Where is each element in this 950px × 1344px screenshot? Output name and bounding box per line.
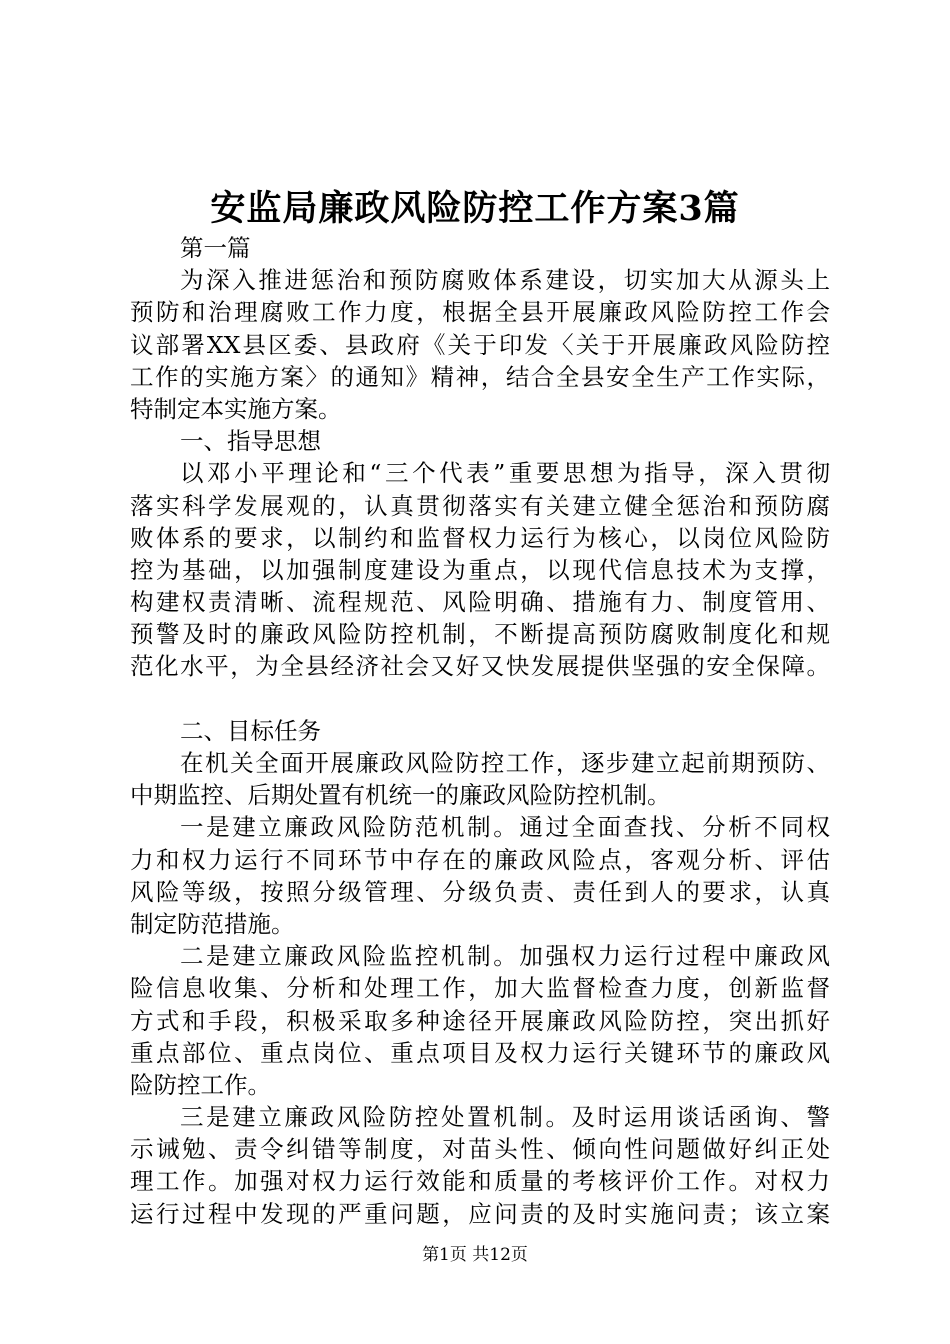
text-line: 议部署XX县区委、县政府《关于印发〈关于开展廉政风险防控 xyxy=(130,330,830,359)
text-line: 在机关全面开展廉政风险防控工作，逐步建立起前期预防、 xyxy=(180,749,830,777)
text-line: 落实科学发展观的，认真贯彻落实有关建立健全惩治和预防腐 xyxy=(130,491,830,520)
text-line: 为深入推进惩治和预防腐败体系建设，切实加大从源头上 xyxy=(180,266,830,295)
text-line: 预防和治理腐败工作力度，根据全县开展廉政风险防控工作会 xyxy=(130,298,830,327)
blank-line xyxy=(130,683,830,715)
text-line: 特制定本实施方案。 xyxy=(130,394,342,423)
document-title: 安监局廉政风险防控工作方案3篇 xyxy=(210,188,740,229)
text-line: 理工作。加强对权力运行效能和质量的考核评价工作。对权力 xyxy=(130,1167,830,1196)
text-line: 控为基础，以加强制度建设为重点，以现代信息技术为支撑， xyxy=(130,555,830,584)
text-line: 二、目标任务 xyxy=(180,716,321,745)
text-line: 二是建立廉政风险监控机制。加强权力运行过程中廉政风 xyxy=(180,942,830,971)
text-line: 中期监控、后期处置有机统一的廉政风险防控机制。 xyxy=(130,781,671,810)
text-line: 预警及时的廉政风险防控机制，不断提高预防腐败制度化和规 xyxy=(130,620,830,649)
text-line: 范化水平，为全县经济社会又好又快发展提供坚强的安全保障。 xyxy=(130,652,830,681)
text-line: 败体系的要求，以制约和监督权力运行为核心，以岗位风险防 xyxy=(130,523,830,552)
page-footer: 第1页 共12页 xyxy=(422,1245,528,1265)
text-line: 力和权力运行不同环节中存在的廉政风险点，客观分析、评估 xyxy=(130,845,830,874)
text-line: 重点部位、重点岗位、重点项目及权力运行关键环节的廉政风 xyxy=(130,1038,830,1067)
text-line: 一是建立廉政风险防范机制。通过全面查找、分析不同权 xyxy=(180,813,830,842)
text-line: 三是建立廉政风险防控处置机制。及时运用谈话函询、警 xyxy=(180,1103,830,1132)
text-line: 制定防范措施。 xyxy=(130,909,295,938)
text-line: 方式和手段，积极采取多种途径开展廉政风险防控，突出抓好 xyxy=(130,1006,830,1035)
text-line: 运行过程中发现的严重问题，应问责的及时实施问责；该立案 xyxy=(130,1199,830,1228)
text-line: 风险等级，按照分级管理、分级负责、责任到人的要求，认真 xyxy=(130,877,830,906)
text-line: 示诫勉、责令纠错等制度，对苗头性、倾向性问题做好纠正处 xyxy=(130,1135,830,1164)
text-line: 险信息收集、分析和处理工作，加大监督检查力度，创新监督 xyxy=(130,974,830,1003)
text-line: 第一篇 xyxy=(180,234,251,262)
text-line: 构建权责清晰、流程规范、风险明确、措施有力、制度管用、 xyxy=(130,588,830,617)
text-line: 险防控工作。 xyxy=(130,1070,271,1099)
text-line: 以邓小平理论和“三个代表”重要思想为指导，深入贯彻 xyxy=(180,459,830,488)
text-line: 一、指导思想 xyxy=(180,427,321,456)
text-line: 工作的实施方案〉的通知》精神，结合全县安全生产工作实际， xyxy=(130,362,830,391)
document-body xyxy=(130,232,830,1230)
